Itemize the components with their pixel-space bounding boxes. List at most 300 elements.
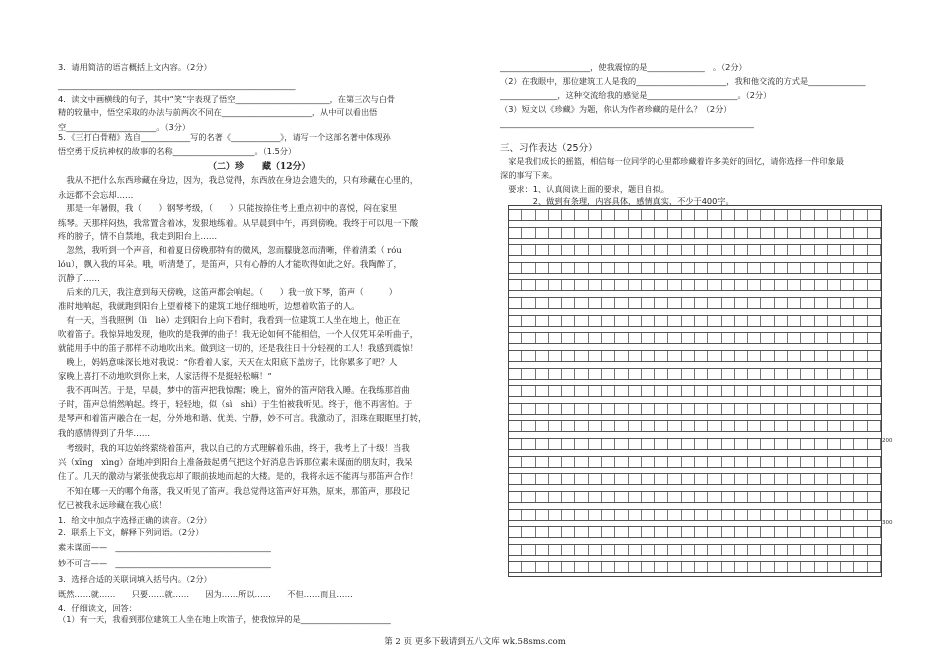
- grid-cell[interactable]: [509, 510, 522, 520]
- grid-cell[interactable]: [722, 386, 735, 396]
- grid-cell[interactable]: [655, 510, 668, 520]
- grid-cell[interactable]: [761, 421, 774, 431]
- grid-cell[interactable]: [708, 351, 721, 361]
- grid-cell[interactable]: [748, 439, 761, 449]
- grid-cell[interactable]: [602, 280, 615, 290]
- grid-cell[interactable]: [562, 351, 575, 361]
- grid-cell[interactable]: [642, 263, 655, 273]
- grid-cell[interactable]: [748, 474, 761, 484]
- grid-cell[interactable]: [575, 333, 588, 343]
- grid-cell[interactable]: [536, 545, 549, 555]
- grid-cell[interactable]: [522, 386, 535, 396]
- grid-cell[interactable]: [602, 439, 615, 449]
- grid-cell[interactable]: [801, 316, 814, 326]
- grid-cell[interactable]: [828, 298, 841, 308]
- grid-cell[interactable]: [536, 245, 549, 255]
- grid-cell[interactable]: [629, 333, 642, 343]
- grid-cell[interactable]: [735, 386, 748, 396]
- grid-cell[interactable]: [868, 280, 881, 290]
- grid-cell[interactable]: [788, 545, 801, 555]
- grid-cell[interactable]: [615, 210, 628, 220]
- grid-cell[interactable]: [522, 474, 535, 484]
- grid-cell[interactable]: [801, 527, 814, 537]
- grid-cell[interactable]: [655, 210, 668, 220]
- grid-cell[interactable]: [815, 280, 828, 290]
- grid-cell[interactable]: [841, 351, 854, 361]
- grid-cell[interactable]: [788, 386, 801, 396]
- grid-cell[interactable]: [536, 228, 549, 238]
- grid-cell[interactable]: [815, 386, 828, 396]
- grid-cell[interactable]: [629, 369, 642, 379]
- grid-cell[interactable]: [682, 457, 695, 467]
- grid-cell[interactable]: [695, 562, 708, 572]
- grid-cell[interactable]: [788, 228, 801, 238]
- grid-cell[interactable]: [615, 527, 628, 537]
- grid-cell[interactable]: [815, 245, 828, 255]
- grid-cell[interactable]: [575, 386, 588, 396]
- grid-cell[interactable]: [735, 510, 748, 520]
- grid-cell[interactable]: [615, 545, 628, 555]
- grid-cell[interactable]: [828, 562, 841, 572]
- grid-cell[interactable]: [695, 386, 708, 396]
- grid-cell[interactable]: [854, 527, 867, 537]
- grid-cell[interactable]: [655, 492, 668, 502]
- grid-cell[interactable]: [828, 421, 841, 431]
- grid-cell[interactable]: [722, 527, 735, 537]
- grid-cell[interactable]: [682, 545, 695, 555]
- grid-cell[interactable]: [562, 439, 575, 449]
- grid-cell[interactable]: [708, 457, 721, 467]
- grid-cell[interactable]: [775, 210, 788, 220]
- grid-cell[interactable]: [589, 351, 602, 361]
- grid-cell[interactable]: [536, 510, 549, 520]
- grid-cell[interactable]: [536, 562, 549, 572]
- grid-cell[interactable]: [841, 298, 854, 308]
- grid-cell[interactable]: [536, 421, 549, 431]
- grid-cell[interactable]: [775, 492, 788, 502]
- grid-cell[interactable]: [695, 228, 708, 238]
- grid-cell[interactable]: [668, 439, 681, 449]
- grid-cell[interactable]: [642, 510, 655, 520]
- grid-cell[interactable]: [801, 421, 814, 431]
- grid-cell[interactable]: [775, 457, 788, 467]
- grid-cell[interactable]: [708, 527, 721, 537]
- grid-cell[interactable]: [549, 421, 562, 431]
- grid-cell[interactable]: [536, 316, 549, 326]
- grid-cell[interactable]: [775, 545, 788, 555]
- grid-cell[interactable]: [509, 421, 522, 431]
- grid-cell[interactable]: [761, 527, 774, 537]
- grid-cell[interactable]: [668, 404, 681, 414]
- grid-cell[interactable]: [655, 545, 668, 555]
- grid-cell[interactable]: [815, 298, 828, 308]
- grid-cell[interactable]: [761, 245, 774, 255]
- grid-cell[interactable]: [775, 316, 788, 326]
- grid-cell[interactable]: [722, 316, 735, 326]
- grid-cell[interactable]: [536, 386, 549, 396]
- grid-cell[interactable]: [575, 228, 588, 238]
- grid-cell[interactable]: [708, 263, 721, 273]
- grid-cell[interactable]: [828, 439, 841, 449]
- grid-cell[interactable]: [788, 404, 801, 414]
- grid-cell[interactable]: [509, 404, 522, 414]
- grid-cell[interactable]: [748, 492, 761, 502]
- grid-cell[interactable]: [815, 228, 828, 238]
- grid-cell[interactable]: [642, 369, 655, 379]
- grid-cell[interactable]: [695, 439, 708, 449]
- grid-cell[interactable]: [722, 510, 735, 520]
- grid-cell[interactable]: [682, 439, 695, 449]
- grid-cell[interactable]: [629, 545, 642, 555]
- grid-cell[interactable]: [775, 298, 788, 308]
- grid-cell[interactable]: [562, 245, 575, 255]
- grid-cell[interactable]: [761, 510, 774, 520]
- grid-cell[interactable]: [642, 404, 655, 414]
- grid-cell[interactable]: [854, 492, 867, 502]
- grid-cell[interactable]: [695, 369, 708, 379]
- grid-cell[interactable]: [629, 492, 642, 502]
- grid-cell[interactable]: [735, 263, 748, 273]
- grid-cell[interactable]: [655, 228, 668, 238]
- grid-cell[interactable]: [841, 421, 854, 431]
- grid-cell[interactable]: [708, 298, 721, 308]
- grid-cell[interactable]: [655, 421, 668, 431]
- grid-cell[interactable]: [708, 210, 721, 220]
- grid-cell[interactable]: [748, 386, 761, 396]
- grid-cell[interactable]: [735, 404, 748, 414]
- grid-cell[interactable]: [828, 474, 841, 484]
- grid-cell[interactable]: [522, 492, 535, 502]
- grid-cell[interactable]: [536, 280, 549, 290]
- grid-cell[interactable]: [615, 228, 628, 238]
- grid-cell[interactable]: [682, 492, 695, 502]
- grid-cell[interactable]: [615, 280, 628, 290]
- grid-cell[interactable]: [695, 316, 708, 326]
- grid-cell[interactable]: [549, 369, 562, 379]
- grid-cell[interactable]: [536, 351, 549, 361]
- grid-cell[interactable]: [589, 245, 602, 255]
- grid-cell[interactable]: [668, 421, 681, 431]
- grid-cell[interactable]: [536, 404, 549, 414]
- grid-cell[interactable]: [629, 386, 642, 396]
- grid-cell[interactable]: [854, 562, 867, 572]
- grid-cell[interactable]: [828, 228, 841, 238]
- grid-cell[interactable]: [775, 474, 788, 484]
- grid-cell[interactable]: [575, 439, 588, 449]
- grid-cell[interactable]: [761, 298, 774, 308]
- grid-cell[interactable]: [735, 439, 748, 449]
- grid-cell[interactable]: [761, 386, 774, 396]
- grid-cell[interactable]: [854, 369, 867, 379]
- grid-cell[interactable]: [841, 510, 854, 520]
- grid-cell[interactable]: [735, 369, 748, 379]
- grid-cell[interactable]: [562, 510, 575, 520]
- grid-cell[interactable]: [801, 474, 814, 484]
- grid-cell[interactable]: [854, 298, 867, 308]
- grid-cell[interactable]: [522, 263, 535, 273]
- grid-cell[interactable]: [536, 333, 549, 343]
- grid-cell[interactable]: [615, 474, 628, 484]
- grid-cell[interactable]: [655, 351, 668, 361]
- grid-cell[interactable]: [735, 457, 748, 467]
- grid-cell[interactable]: [589, 492, 602, 502]
- grid-cell[interactable]: [695, 474, 708, 484]
- grid-cell[interactable]: [854, 228, 867, 238]
- grid-cell[interactable]: [522, 228, 535, 238]
- grid-cell[interactable]: [775, 439, 788, 449]
- grid-cell[interactable]: [868, 545, 881, 555]
- grid-cell[interactable]: [722, 545, 735, 555]
- grid-cell[interactable]: [788, 210, 801, 220]
- grid-cell[interactable]: [841, 228, 854, 238]
- grid-cell[interactable]: [868, 298, 881, 308]
- grid-cell[interactable]: [522, 421, 535, 431]
- grid-cell[interactable]: [575, 510, 588, 520]
- grid-cell[interactable]: [562, 333, 575, 343]
- grid-cell[interactable]: [868, 351, 881, 361]
- grid-cell[interactable]: [828, 351, 841, 361]
- grid-cell[interactable]: [655, 245, 668, 255]
- grid-cell[interactable]: [642, 474, 655, 484]
- grid-cell[interactable]: [761, 474, 774, 484]
- grid-cell[interactable]: [629, 351, 642, 361]
- grid-cell[interactable]: [788, 527, 801, 537]
- grid-cell[interactable]: [868, 562, 881, 572]
- grid-cell[interactable]: [841, 562, 854, 572]
- grid-cell[interactable]: [522, 298, 535, 308]
- grid-cell[interactable]: [841, 369, 854, 379]
- grid-cell[interactable]: [815, 316, 828, 326]
- grid-cell[interactable]: [602, 457, 615, 467]
- grid-cell[interactable]: [868, 210, 881, 220]
- grid-cell[interactable]: [761, 545, 774, 555]
- grid-cell[interactable]: [629, 527, 642, 537]
- grid-cell[interactable]: [549, 210, 562, 220]
- grid-cell[interactable]: [828, 210, 841, 220]
- grid-cell[interactable]: [722, 439, 735, 449]
- grid-cell[interactable]: [682, 421, 695, 431]
- grid-cell[interactable]: [828, 457, 841, 467]
- grid-cell[interactable]: [562, 386, 575, 396]
- grid-cell[interactable]: [589, 404, 602, 414]
- grid-cell[interactable]: [761, 280, 774, 290]
- grid-cell[interactable]: [815, 474, 828, 484]
- grid-cell[interactable]: [868, 333, 881, 343]
- grid-cell[interactable]: [509, 333, 522, 343]
- grid-cell[interactable]: [602, 510, 615, 520]
- grid-cell[interactable]: [828, 527, 841, 537]
- grid-cell[interactable]: [522, 333, 535, 343]
- grid-cell[interactable]: [549, 351, 562, 361]
- grid-cell[interactable]: [668, 228, 681, 238]
- grid-cell[interactable]: [655, 404, 668, 414]
- grid-cell[interactable]: [854, 316, 867, 326]
- grid-cell[interactable]: [589, 298, 602, 308]
- grid-cell[interactable]: [775, 562, 788, 572]
- grid-cell[interactable]: [615, 263, 628, 273]
- grid-cell[interactable]: [801, 510, 814, 520]
- grid-cell[interactable]: [562, 527, 575, 537]
- grid-cell[interactable]: [801, 245, 814, 255]
- grid-cell[interactable]: [708, 386, 721, 396]
- grid-cell[interactable]: [801, 210, 814, 220]
- grid-cell[interactable]: [615, 492, 628, 502]
- grid-cell[interactable]: [828, 386, 841, 396]
- grid-cell[interactable]: [788, 562, 801, 572]
- grid-cell[interactable]: [642, 351, 655, 361]
- grid-cell[interactable]: [549, 386, 562, 396]
- grid-cell[interactable]: [549, 562, 562, 572]
- grid-cell[interactable]: [682, 298, 695, 308]
- grid-cell[interactable]: [854, 421, 867, 431]
- grid-cell[interactable]: [841, 492, 854, 502]
- grid-cell[interactable]: [655, 316, 668, 326]
- grid-cell[interactable]: [722, 210, 735, 220]
- grid-cell[interactable]: [722, 298, 735, 308]
- grid-cell[interactable]: [522, 562, 535, 572]
- grid-cell[interactable]: [575, 527, 588, 537]
- grid-cell[interactable]: [695, 510, 708, 520]
- grid-cell[interactable]: [735, 210, 748, 220]
- grid-cell[interactable]: [735, 421, 748, 431]
- grid-cell[interactable]: [841, 545, 854, 555]
- grid-cell[interactable]: [708, 492, 721, 502]
- grid-cell[interactable]: [509, 562, 522, 572]
- grid-cell[interactable]: [868, 245, 881, 255]
- grid-cell[interactable]: [761, 457, 774, 467]
- grid-cell[interactable]: [549, 527, 562, 537]
- grid-cell[interactable]: [589, 333, 602, 343]
- grid-cell[interactable]: [629, 280, 642, 290]
- grid-cell[interactable]: [695, 351, 708, 361]
- grid-cell[interactable]: [788, 351, 801, 361]
- grid-cell[interactable]: [615, 351, 628, 361]
- grid-cell[interactable]: [629, 298, 642, 308]
- grid-cell[interactable]: [828, 510, 841, 520]
- grid-cell[interactable]: [801, 298, 814, 308]
- grid-cell[interactable]: [509, 210, 522, 220]
- grid-cell[interactable]: [748, 527, 761, 537]
- grid-cell[interactable]: [801, 545, 814, 555]
- grid-cell[interactable]: [575, 492, 588, 502]
- grid-cell[interactable]: [615, 439, 628, 449]
- grid-cell[interactable]: [602, 421, 615, 431]
- grid-cell[interactable]: [549, 404, 562, 414]
- grid-cell[interactable]: [629, 404, 642, 414]
- grid-cell[interactable]: [801, 439, 814, 449]
- grid-cell[interactable]: [602, 263, 615, 273]
- grid-cell[interactable]: [761, 439, 774, 449]
- grid-cell[interactable]: [722, 263, 735, 273]
- grid-cell[interactable]: [775, 280, 788, 290]
- grid-cell[interactable]: [708, 421, 721, 431]
- grid-cell[interactable]: [815, 510, 828, 520]
- grid-cell[interactable]: [775, 228, 788, 238]
- grid-cell[interactable]: [522, 527, 535, 537]
- grid-cell[interactable]: [615, 386, 628, 396]
- grid-cell[interactable]: [788, 474, 801, 484]
- grid-cell[interactable]: [722, 245, 735, 255]
- grid-cell[interactable]: [549, 263, 562, 273]
- grid-cell[interactable]: [735, 245, 748, 255]
- grid-cell[interactable]: [868, 439, 881, 449]
- grid-cell[interactable]: [815, 369, 828, 379]
- grid-cell[interactable]: [828, 280, 841, 290]
- grid-cell[interactable]: [815, 562, 828, 572]
- grid-cell[interactable]: [854, 386, 867, 396]
- grid-cell[interactable]: [761, 492, 774, 502]
- grid-cell[interactable]: [629, 263, 642, 273]
- grid-cell[interactable]: [655, 562, 668, 572]
- grid-cell[interactable]: [602, 545, 615, 555]
- grid-cell[interactable]: [682, 510, 695, 520]
- grid-cell[interactable]: [788, 510, 801, 520]
- grid-cell[interactable]: [775, 369, 788, 379]
- grid-cell[interactable]: [509, 457, 522, 467]
- grid-cell[interactable]: [735, 492, 748, 502]
- grid-cell[interactable]: [562, 562, 575, 572]
- grid-cell[interactable]: [748, 228, 761, 238]
- grid-cell[interactable]: [775, 263, 788, 273]
- grid-cell[interactable]: [602, 562, 615, 572]
- grid-cell[interactable]: [509, 545, 522, 555]
- grid-cell[interactable]: [868, 421, 881, 431]
- grid-cell[interactable]: [722, 333, 735, 343]
- grid-cell[interactable]: [668, 210, 681, 220]
- grid-cell[interactable]: [589, 263, 602, 273]
- grid-cell[interactable]: [868, 263, 881, 273]
- grid-cell[interactable]: [549, 316, 562, 326]
- grid-cell[interactable]: [788, 457, 801, 467]
- grid-cell[interactable]: [708, 474, 721, 484]
- grid-cell[interactable]: [575, 263, 588, 273]
- grid-cell[interactable]: [695, 245, 708, 255]
- grid-cell[interactable]: [761, 210, 774, 220]
- grid-cell[interactable]: [668, 562, 681, 572]
- grid-cell[interactable]: [801, 492, 814, 502]
- grid-cell[interactable]: [655, 280, 668, 290]
- grid-cell[interactable]: [602, 228, 615, 238]
- grid-cell[interactable]: [509, 228, 522, 238]
- grid-cell[interactable]: [748, 316, 761, 326]
- grid-cell[interactable]: [868, 510, 881, 520]
- grid-cell[interactable]: [828, 492, 841, 502]
- grid-cell[interactable]: [589, 474, 602, 484]
- grid-cell[interactable]: [788, 280, 801, 290]
- grid-cell[interactable]: [775, 333, 788, 343]
- grid-cell[interactable]: [668, 527, 681, 537]
- grid-cell[interactable]: [788, 369, 801, 379]
- grid-cell[interactable]: [575, 545, 588, 555]
- grid-cell[interactable]: [509, 386, 522, 396]
- grid-cell[interactable]: [868, 474, 881, 484]
- grid-cell[interactable]: [788, 298, 801, 308]
- grid-cell[interactable]: [575, 369, 588, 379]
- grid-cell[interactable]: [575, 316, 588, 326]
- grid-cell[interactable]: [589, 510, 602, 520]
- grid-cell[interactable]: [615, 421, 628, 431]
- grid-cell[interactable]: [801, 228, 814, 238]
- grid-cell[interactable]: [536, 369, 549, 379]
- grid-cell[interactable]: [695, 280, 708, 290]
- grid-cell[interactable]: [722, 369, 735, 379]
- grid-cell[interactable]: [642, 280, 655, 290]
- grid-cell[interactable]: [655, 439, 668, 449]
- grid-cell[interactable]: [828, 369, 841, 379]
- grid-cell[interactable]: [575, 298, 588, 308]
- grid-cell[interactable]: [509, 492, 522, 502]
- grid-cell[interactable]: [841, 439, 854, 449]
